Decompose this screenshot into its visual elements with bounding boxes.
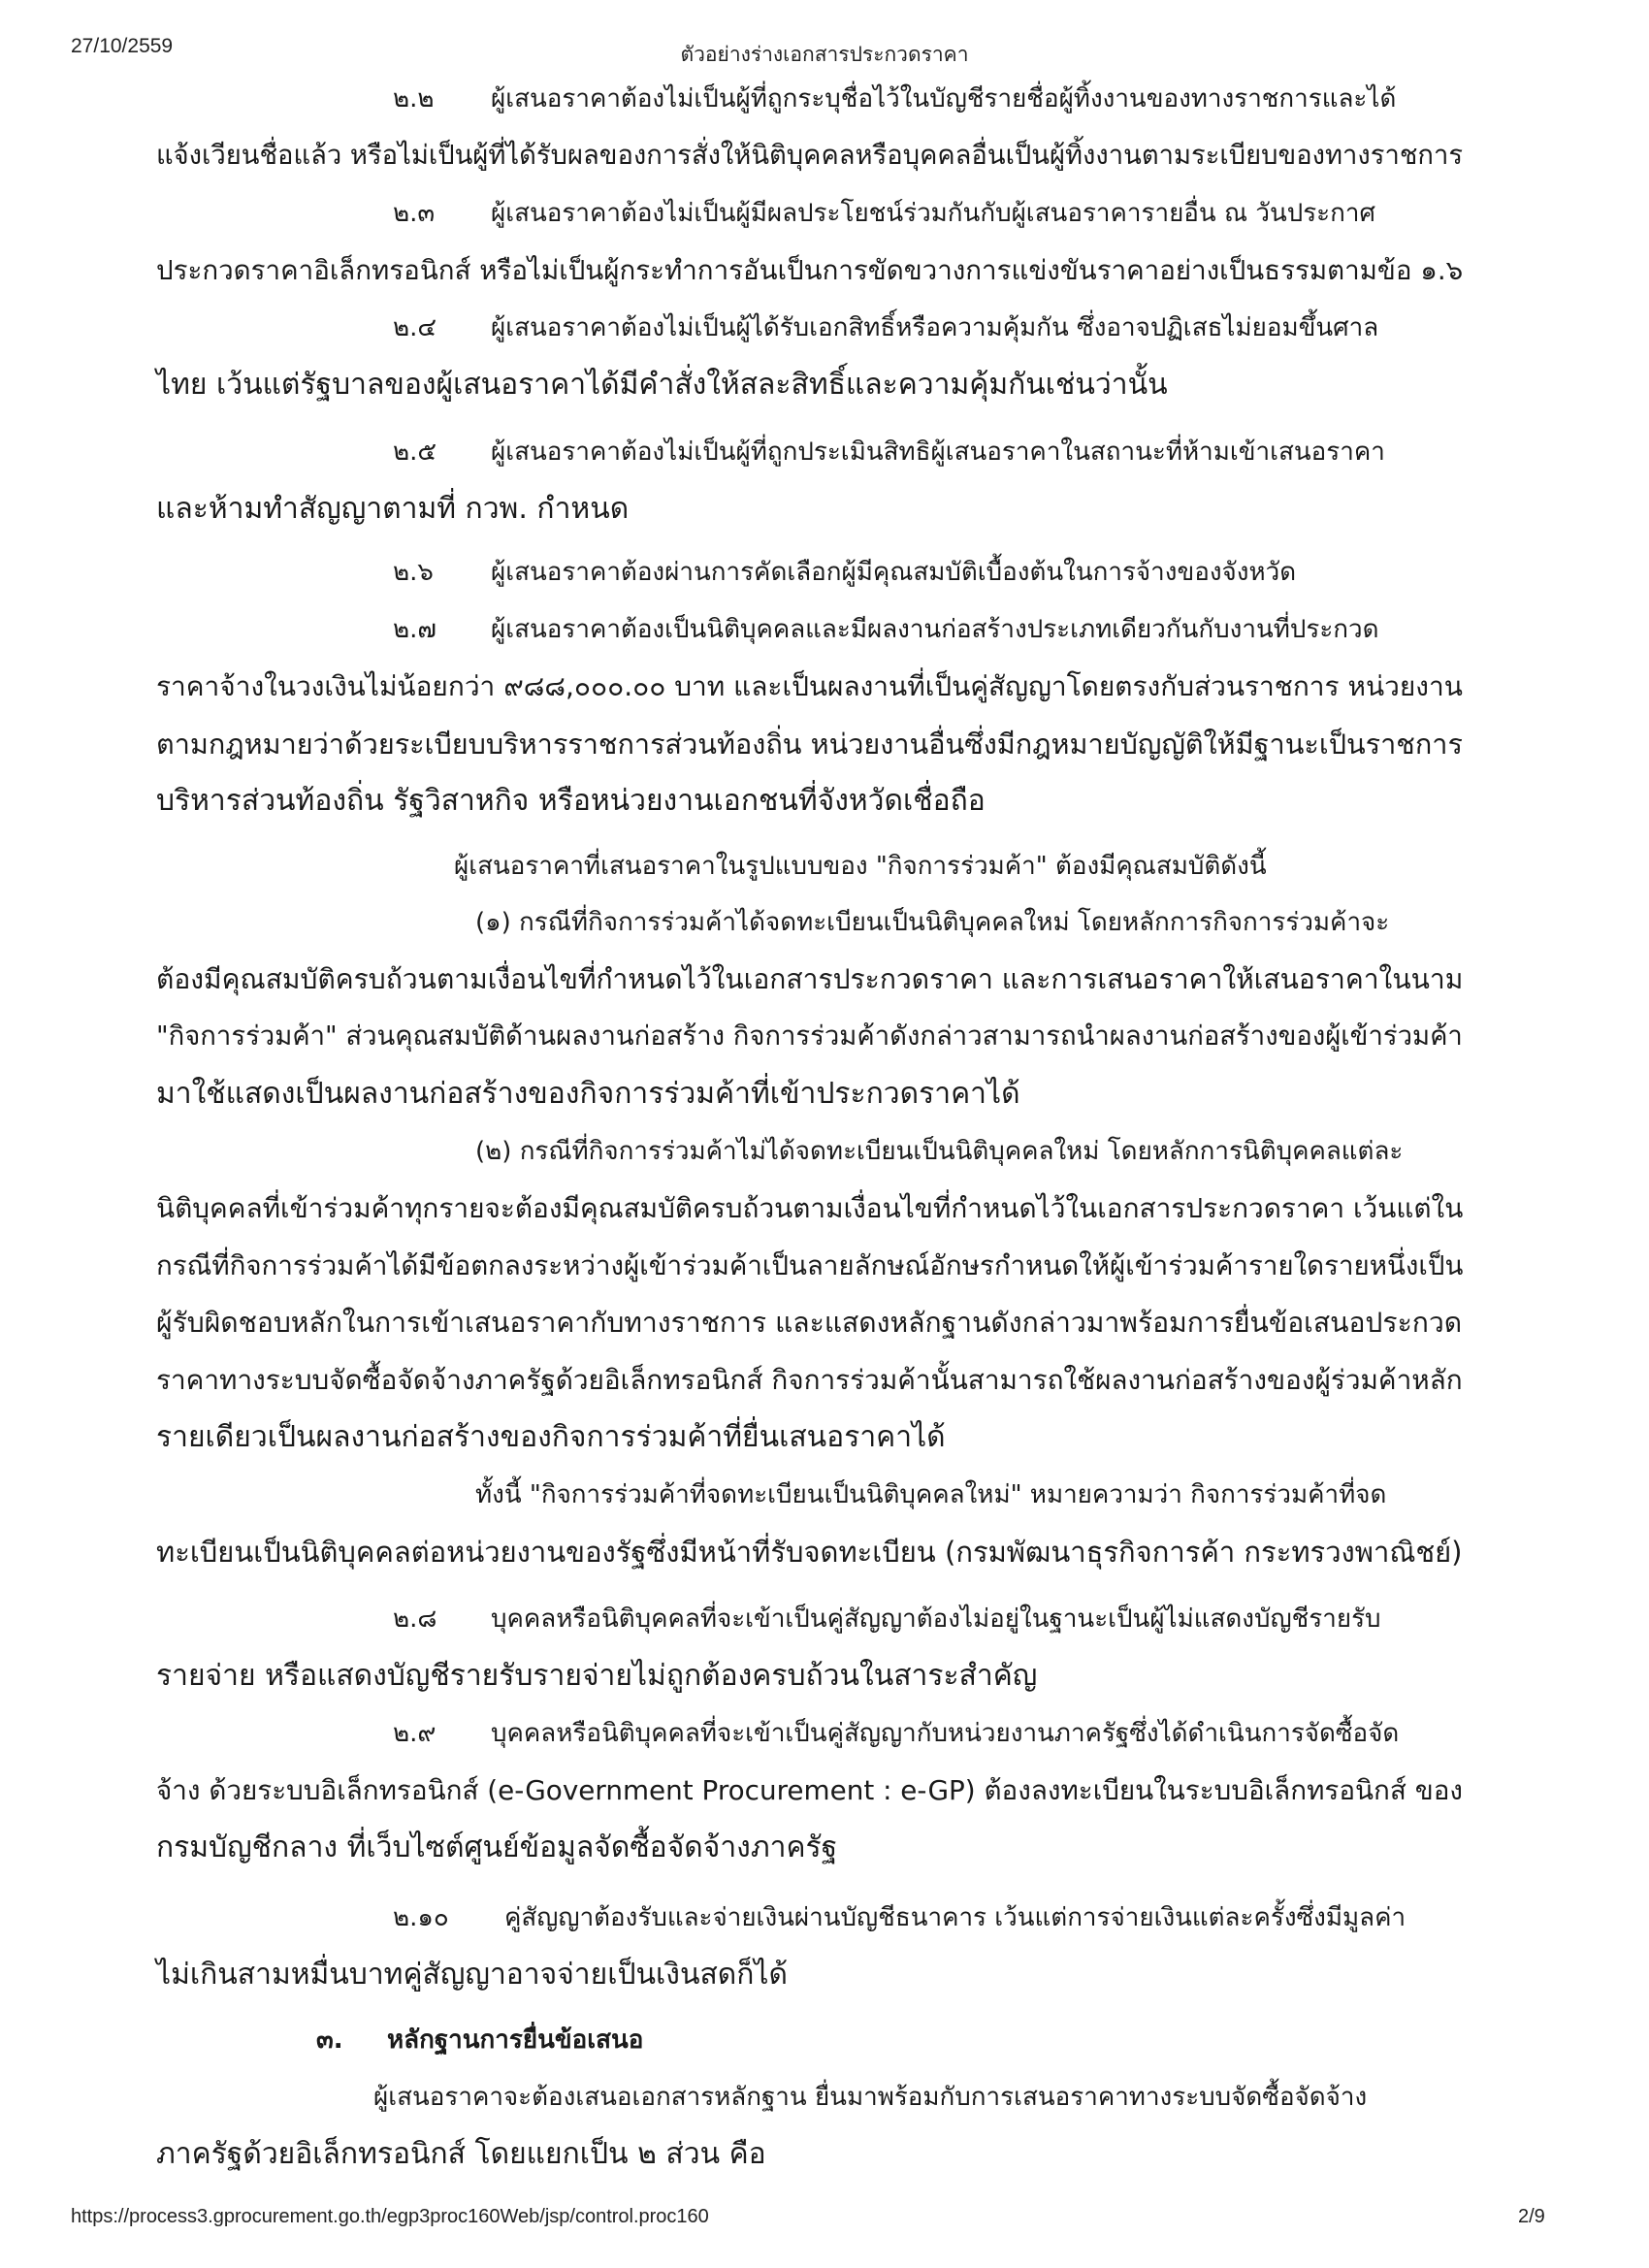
text-line: ผู้เสนอราคาต้องไม่เป็นผู้ได้รับเอกสิทธิ์หรือความคุ้มกัน ซึ่งอาจปฏิเสธไม่ยอมขึ้นศาล xyxy=(491,313,1379,342)
clause-number: ๒.๗ xyxy=(393,615,436,644)
text-line: ต้องมีคุณสมบัติครบถ้วนตามเงื่อนไขที่กำหนดไว้ในเอกสารประกวดราคา และการเสนอราคาให้เสนอราคาในนาม xyxy=(156,963,1464,995)
text-line: "กิจการร่วมค้า" ส่วนคุณสมบัติด้านผลงานก่อสร้าง กิจการร่วมค้าดังกล่าวสามารถนำผลงานก่อสร้างของผู้เข้าร่วมค้า xyxy=(156,1021,1463,1052)
text-line: บุคคลหรือนิติบุคคลที่จะเข้าเป็นคู่สัญญากับหน่วยงานภาครัฐซึ่งได้ดำเนินการจัดซื้อจัด xyxy=(491,1719,1400,1748)
text-line: ผู้เสนอราคาต้องไม่เป็นผู้มีผลประโยชน์ร่วมกันกับผู้เสนอราคารายอื่น ณ วันประกาศ xyxy=(491,199,1375,228)
text-line: ผู้เสนอราคาที่เสนอราคาในรูปแบบของ "กิจการร่วมค้า" ต้องมีคุณสมบัติดังนี้ xyxy=(454,852,1267,881)
text-line: (๒) กรณีที่กิจการร่วมค้าไม่ได้จดทะเบียนเป็นนิติบุคคลใหม่ โดยหลักการนิติบุคคลแต่ละ xyxy=(475,1137,1404,1166)
text-line: รายเดียวเป็นผลงานก่อสร้างของกิจการร่วมค้าที่ยื่นเสนอราคาได้ xyxy=(156,1420,946,1454)
source-url: https://process3.gprocurement.go.th/egp3proc160Web/jsp/control.proc160 xyxy=(71,2206,709,2227)
clause-number: ๒.๖ xyxy=(393,558,434,587)
text-line: ตามกฎหมายว่าด้วยระเบียบบริหารราชการส่วนท้องถิ่น หน่วยงานอื่นซึ่งมีกฎหมายบัญญัติให้มีฐานะเป็นราชการ xyxy=(156,728,1463,761)
text-line: ราคาทางระบบจัดซื้อจัดจ้างภาครัฐด้วยอิเล็กทรอนิกส์ กิจการร่วมค้านั้นสามารถใช้ผลงานก่อสร้างของผู้ร่วมค้าหลัก xyxy=(156,1364,1463,1396)
text-line: ผู้เสนอราคาต้องไม่เป็นผู้ที่ถูกระบุชื่อไว้ในบัญชีรายชื่อผู้ทิ้งงานของทางราชการและได้ xyxy=(491,84,1397,113)
text-line: บุคคลหรือนิติบุคคลที่จะเข้าเป็นคู่สัญญาต้องไม่อยู่ในฐานะเป็นผู้ไม่แสดงบัญชีรายรับ xyxy=(491,1604,1381,1634)
clause-number: ๒.๒ xyxy=(393,84,435,113)
text-line: บริหารส่วนท้องถิ่น รัฐวิสาหกิจ หรือหน่วยงานเอกชนที่จังหวัดเชื่อถือ xyxy=(156,784,986,818)
text-line: ผู้เสนอราคาจะต้องเสนอเอกสารหลักฐาน ยื่นมาพร้อมกับการเสนอราคาทางระบบจัดซื้อจัดจ้าง xyxy=(373,2083,1368,2112)
text-line: ทั้งนี้ "กิจการร่วมค้าที่จดทะเบียนเป็นนิติบุคคลใหม่" หมายความว่า กิจการร่วมค้าที่จด xyxy=(475,1480,1387,1509)
text-line: มาใช้แสดงเป็นผลงานก่อสร้างของกิจการร่วมค้าที่เข้าประกวดราคาได้ xyxy=(156,1077,1020,1111)
text-line: ผู้รับผิดชอบหลักในการเข้าเสนอราคากับทางราชการ และแสดงหลักฐานดังกล่าวมาพร้อมการยื่นข้อเสนอประกวด xyxy=(156,1307,1463,1339)
clause-number: ๒.๔ xyxy=(393,313,437,342)
text-line: จ้าง ด้วยระบบอิเล็กทรอนิกส์ (e-Government Procurement : e-GP) ต้องลงทะเบียนในระบบอิเล็กทรอนิกส์ ของ xyxy=(156,1774,1464,1806)
text-line: ทะเบียนเป็นนิติบุคคลต่อหน่วยงานของรัฐซึ่งมีหน้าที่รับจดทะเบียน (กรมพัฒนาธุรกิจการค้า กระทรวงพาณิชย์) xyxy=(156,1536,1463,1569)
text-line: ภาครัฐด้วยอิเล็กทรอนิกส์ โดยแยกเป็น ๒ ส่วน คือ xyxy=(156,2137,766,2171)
text-line: รายจ่าย หรือแสดงบัญชีรายรับรายจ่ายไม่ถูกต้องครบถ้วนในสาระสำคัญ xyxy=(156,1659,1038,1693)
text-line: ไม่เกินสามหมื่นบาทคู่สัญญาอาจจ่ายเป็นเงินสดก็ได้ xyxy=(156,1958,788,1992)
clause-number: ๒.๓ xyxy=(393,199,436,228)
text-line: และห้ามทำสัญญาตามที่ กวพ. กำหนด xyxy=(156,492,630,526)
clause-number: ๒.๘ xyxy=(393,1604,437,1634)
text-line: ผู้เสนอราคาต้องไม่เป็นผู้ที่ถูกประเมินสิทธิผู้เสนอราคาในสถานะที่ห้ามเข้าเสนอราคา xyxy=(491,437,1385,467)
text-line: (๑) กรณีที่กิจการร่วมค้าได้จดทะเบียนเป็นนิติบุคคลใหม่ โดยหลักการกิจการร่วมค้าจะ xyxy=(475,908,1390,937)
text-line: คู่สัญญาต้องรับและจ่ายเงินผ่านบัญชีธนาคาร เว้นแต่การจ่ายเงินแต่ละครั้งซึ่งมีมูลค่า xyxy=(504,1903,1406,1932)
text-line: ราคาจ้างในวงเงินไม่น้อยกว่า ๙๘๘,๐๐๐.๐๐ บาท และเป็นผลงานที่เป็นคู่สัญญาโดยตรงกับส่วนราชการ หน่วยงาน xyxy=(156,670,1463,702)
text-line: กรณีที่กิจการร่วมค้าได้มีข้อตกลงระหว่างผู้เข้าร่วมค้าเป็นลายลักษณ์อักษรกำหนดให้ผู้เข้าร่วมค้ารายใดรายหนึ่งเป็น xyxy=(156,1249,1464,1281)
document-title: ตัวอย่างร่างเอกสารประกวดราคา xyxy=(680,44,969,66)
text-line: ไทย เว้นแต่รัฐบาลของผู้เสนอราคาได้มีคำสั่งให้สละสิทธิ์และความคุ้มกันเช่นว่านั้น xyxy=(156,368,1168,402)
print-date: 27/10/2559 xyxy=(71,35,174,57)
text-line: กรมบัญชีกลาง ที่เว็บไซต์ศูนย์ข้อมูลจัดซื้อจัดจ้างภาครัฐ xyxy=(156,1831,838,1864)
clause-number: ๒.๙ xyxy=(393,1719,436,1748)
text-line: ประกวดราคาอิเล็กทรอนิกส์ หรือไม่เป็นผู้กระทำการอันเป็นการขัดขวางการแข่งขันราคาอย่างเป็นธรรมตามข้อ ๑.๖ xyxy=(156,254,1464,286)
text-line: นิติบุคคลที่เข้าร่วมค้าทุกรายจะต้องมีคุณสมบัติครบถ้วนตามเงื่อนไขที่กำหนดไว้ในเอกสารประกวดราคา เว้นแต่ใน xyxy=(156,1192,1464,1224)
section-number: ๓. xyxy=(316,2025,343,2055)
text-line: ผู้เสนอราคาต้องผ่านการคัดเลือกผู้มีคุณสมบัติเบื้องต้นในการจ้างของจังหวัด xyxy=(491,558,1297,587)
section-heading: หลักฐานการยื่นข้อเสนอ xyxy=(387,2025,644,2055)
text-line: แจ้งเวียนชื่อแล้ว หรือไม่เป็นผู้ที่ได้รับผลของการสั่งให้นิติบุคคลหรือบุคคลอื่นเป็นผู้ทิ้งงานตามระเบียบของทางราชการ xyxy=(156,141,1464,171)
clause-number: ๒.๕ xyxy=(393,437,437,467)
page-number: 2/9 xyxy=(1518,2206,1545,2227)
text-line: ผู้เสนอราคาต้องเป็นนิติบุคคลและมีผลงานก่อสร้างประเภทเดียวกันกับงานที่ประกวด xyxy=(491,615,1379,644)
clause-number: ๒.๑๐ xyxy=(393,1903,449,1932)
